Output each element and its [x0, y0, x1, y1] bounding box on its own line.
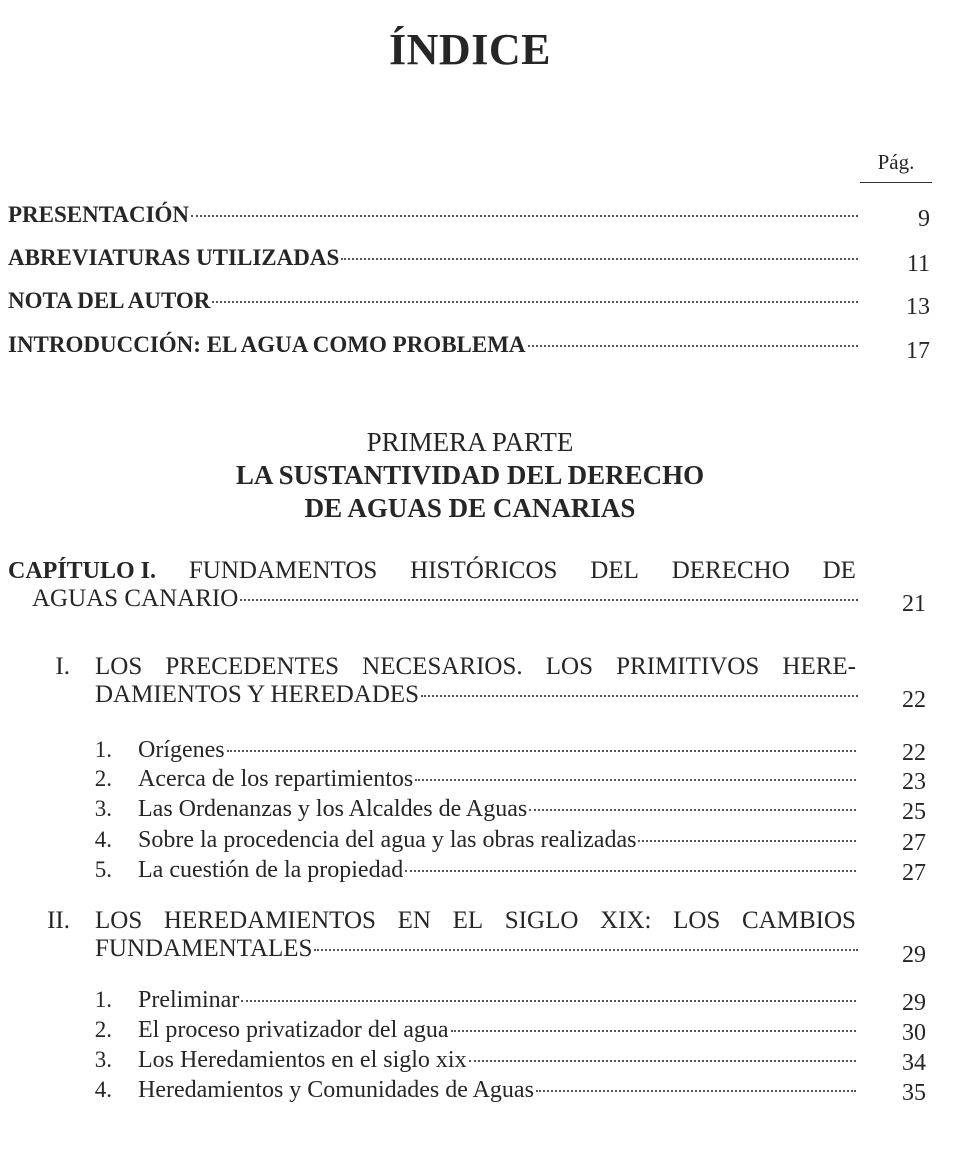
toc-page-number: 9 — [918, 206, 930, 232]
dot-leader — [405, 870, 856, 872]
item-number: 3. — [94, 796, 112, 821]
toc-entry-introduccion: INTRODUCCIÓN: EL AGUA COMO PROBLEMA — [8, 330, 858, 360]
item-number: 1. — [94, 737, 112, 762]
dot-leader — [421, 695, 858, 697]
section-numeral: II. — [47, 907, 70, 934]
toc-item: La cuestión de la propiedad — [138, 855, 856, 885]
toc-item: Heredamientos y Comunidades de Aguas — [138, 1075, 856, 1105]
dot-leader — [227, 750, 856, 752]
chapter-label: CAPÍTULO I. — [8, 558, 157, 584]
toc-item: El proceso privatizador del agua — [138, 1015, 856, 1045]
dot-leader — [212, 301, 858, 303]
toc-item: Los Heredamientos en el siglo xix — [138, 1045, 856, 1075]
chapter-heading-line-1: CAPÍTULO I. FUNDAMENTOS HISTÓRICOS DEL DERECHO DE — [8, 557, 856, 584]
toc-page-number: 30 — [902, 1020, 926, 1046]
item-number: 4. — [94, 1077, 112, 1102]
toc-page-number: 21 — [902, 591, 926, 617]
dot-leader — [314, 949, 858, 951]
toc-item: Las Ordenanzas y los Alcaldes de Aguas — [138, 794, 856, 824]
dot-leader — [469, 1060, 856, 1062]
dot-leader — [451, 1030, 856, 1032]
toc-entry-abreviaturas: ABREVIATURAS UTILIZADAS — [8, 243, 858, 273]
toc-page-number: 29 — [902, 990, 926, 1016]
toc-page-number: 27 — [902, 830, 926, 856]
toc-item: Orígenes — [138, 735, 856, 765]
toc-page-number: 34 — [902, 1050, 926, 1076]
toc-page-number: 22 — [902, 740, 926, 766]
toc-entry-nota-autor: NOTA DEL AUTOR — [8, 286, 858, 316]
toc-page-number: 13 — [906, 294, 930, 320]
dot-leader — [529, 809, 856, 811]
dot-leader — [638, 840, 856, 842]
item-number: 2. — [94, 766, 112, 791]
item-number: 1. — [94, 987, 112, 1012]
dot-leader — [240, 599, 858, 601]
toc-item: Sobre la procedencia del agua y las obras realizadas — [138, 825, 856, 855]
toc-page-number: 17 — [906, 338, 930, 364]
toc-item: Acerca de los repartimientos — [138, 764, 856, 794]
item-number: 3. — [94, 1047, 112, 1072]
toc-entry-presentacion: PRESENTACIÓN — [8, 200, 858, 230]
item-number: 5. — [94, 857, 112, 882]
page-column-rule — [860, 182, 932, 183]
section-numeral: I. — [55, 653, 70, 680]
dot-leader — [415, 779, 856, 781]
toc-page-number: 11 — [906, 251, 930, 277]
dot-leader — [241, 1000, 856, 1002]
toc-page-number: 25 — [902, 799, 926, 825]
page-column-header: Pág. — [877, 150, 915, 174]
section-heading-line-1: LOS HEREDAMIENTOS EN EL SIGLO XIX: LOS CAMBIOS — [95, 907, 856, 934]
dot-leader — [341, 258, 858, 260]
toc-page-number: 29 — [902, 942, 926, 968]
chapter-heading-line-2: AGUAS CANARIO — [32, 584, 858, 614]
section-heading-line-2: FUNDAMENTALES — [95, 934, 858, 964]
dot-leader — [536, 1090, 856, 1092]
dot-leader — [191, 215, 858, 217]
toc-page-number: 23 — [902, 769, 926, 795]
toc-item: Preliminar — [138, 985, 856, 1015]
dot-leader — [528, 345, 858, 347]
toc-page-number: 35 — [902, 1080, 926, 1106]
item-number: 4. — [94, 827, 112, 852]
part-title-line-1: LA SUSTANTIVIDAD DEL DERECHO — [235, 460, 705, 490]
toc-page-number: 27 — [902, 860, 926, 886]
section-heading-line-2: DAMIENTOS Y HEREDADES — [95, 680, 858, 710]
section-heading-line-1: LOS PRECEDENTES NECESARIOS. LOS PRIMITIVOS HERE- — [95, 653, 856, 680]
item-number: 2. — [94, 1017, 112, 1042]
part-title-line-2: DE AGUAS DE CANARIAS — [304, 493, 636, 523]
part-heading: PRIMERA PARTE — [366, 427, 574, 457]
page-title: ÍNDICE — [389, 25, 551, 74]
toc-page-number: 22 — [902, 687, 926, 713]
